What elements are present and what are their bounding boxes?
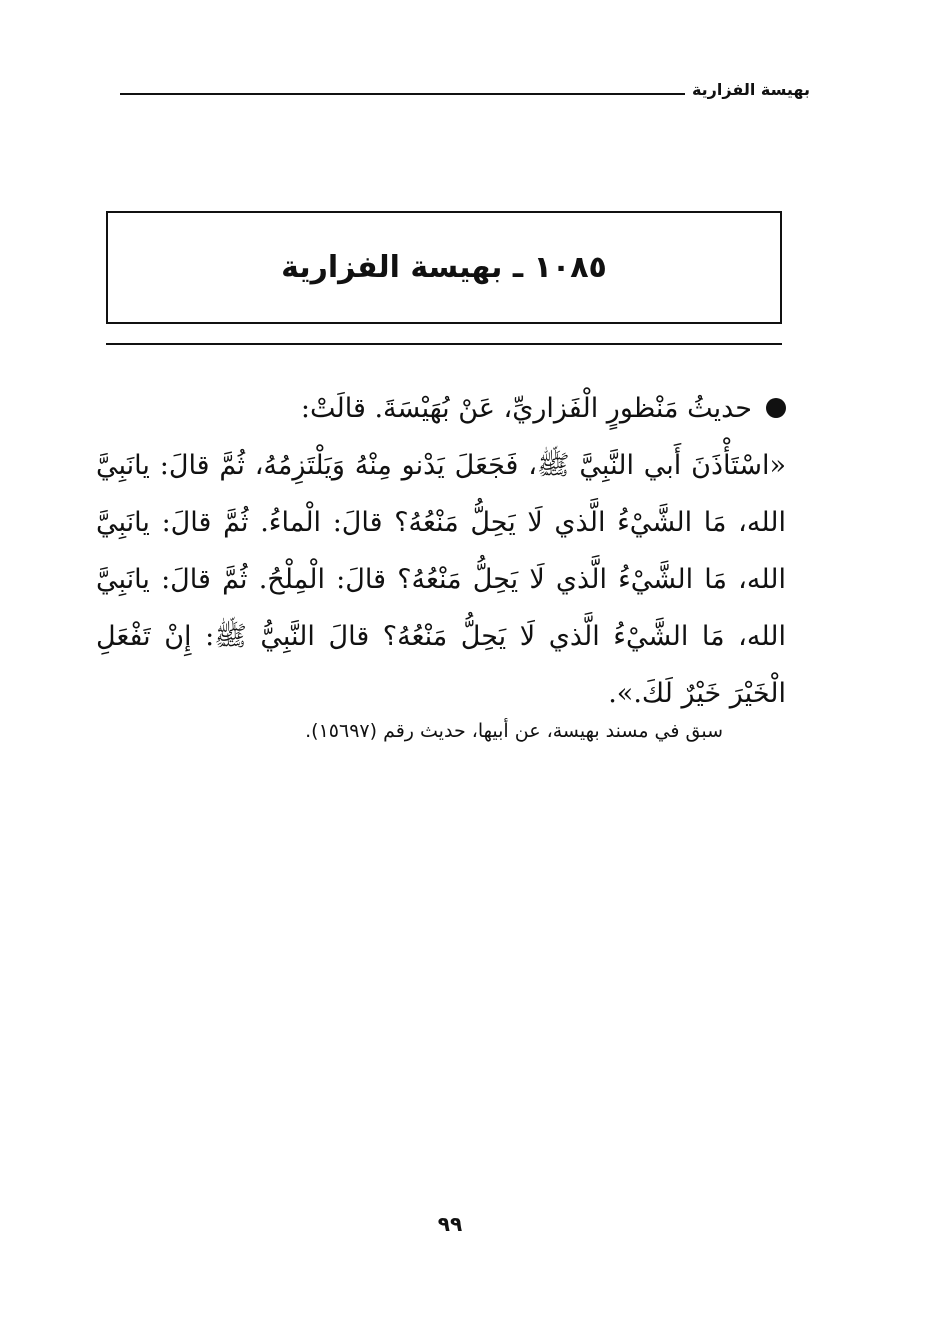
entry-title-box: [106, 211, 782, 324]
source-note: سبق في مسند بهيسة، عن أبيها، حديث رقم (١٥٦٩٧).: [305, 720, 723, 742]
hadith-intro: حديثُ مَنْظورٍ الْفَزاريِّ، عَنْ بُهَيْسَةَ. قالَتْ:: [300, 393, 752, 424]
title-divider: [106, 343, 782, 345]
entry-title: ١٠٨٥ ـ بهيسة الفزارية: [281, 250, 607, 285]
page-number: ٩٩: [437, 1212, 463, 1236]
hadith-text: «اسْتَأْذَنَ أَبي النَّبِيَّ ﷺ، فَجَعَلَ يَدْنو مِنْهُ وَيَلْتَزِمُهُ، ثُمَّ قالَ: يانَبِيَّ الله، مَا الشَّيْءُ الَّذي لَا يَحِلُّ مَنْعُهُ؟ قالَ: الْماءُ. ثُمَّ قالَ: يانَبِيَّ الله، مَا الشَّيْءُ الَّذي لَا يَحِلُّ مَنْعُهُ؟ قالَ: الْمِلْحُ. ثُمَّ قالَ: يانَبِيَّ الله، مَا الشَّيْءُ الَّذي لَا يَحِلُّ مَنْعُهُ؟ قالَ النَّبِيُّ ﷺ: إِنْ تَفْعَلِ الْخَيْرَ خَيْرٌ لَكَ.».: [96, 450, 786, 709]
running-header: [120, 80, 810, 110]
hadith-body: [96, 380, 786, 722]
bullet-icon: [766, 398, 786, 418]
hadith-paragraph: [96, 380, 786, 437]
running-title: بهيسة الفزارية: [691, 80, 810, 99]
header-rule: [120, 93, 685, 95]
